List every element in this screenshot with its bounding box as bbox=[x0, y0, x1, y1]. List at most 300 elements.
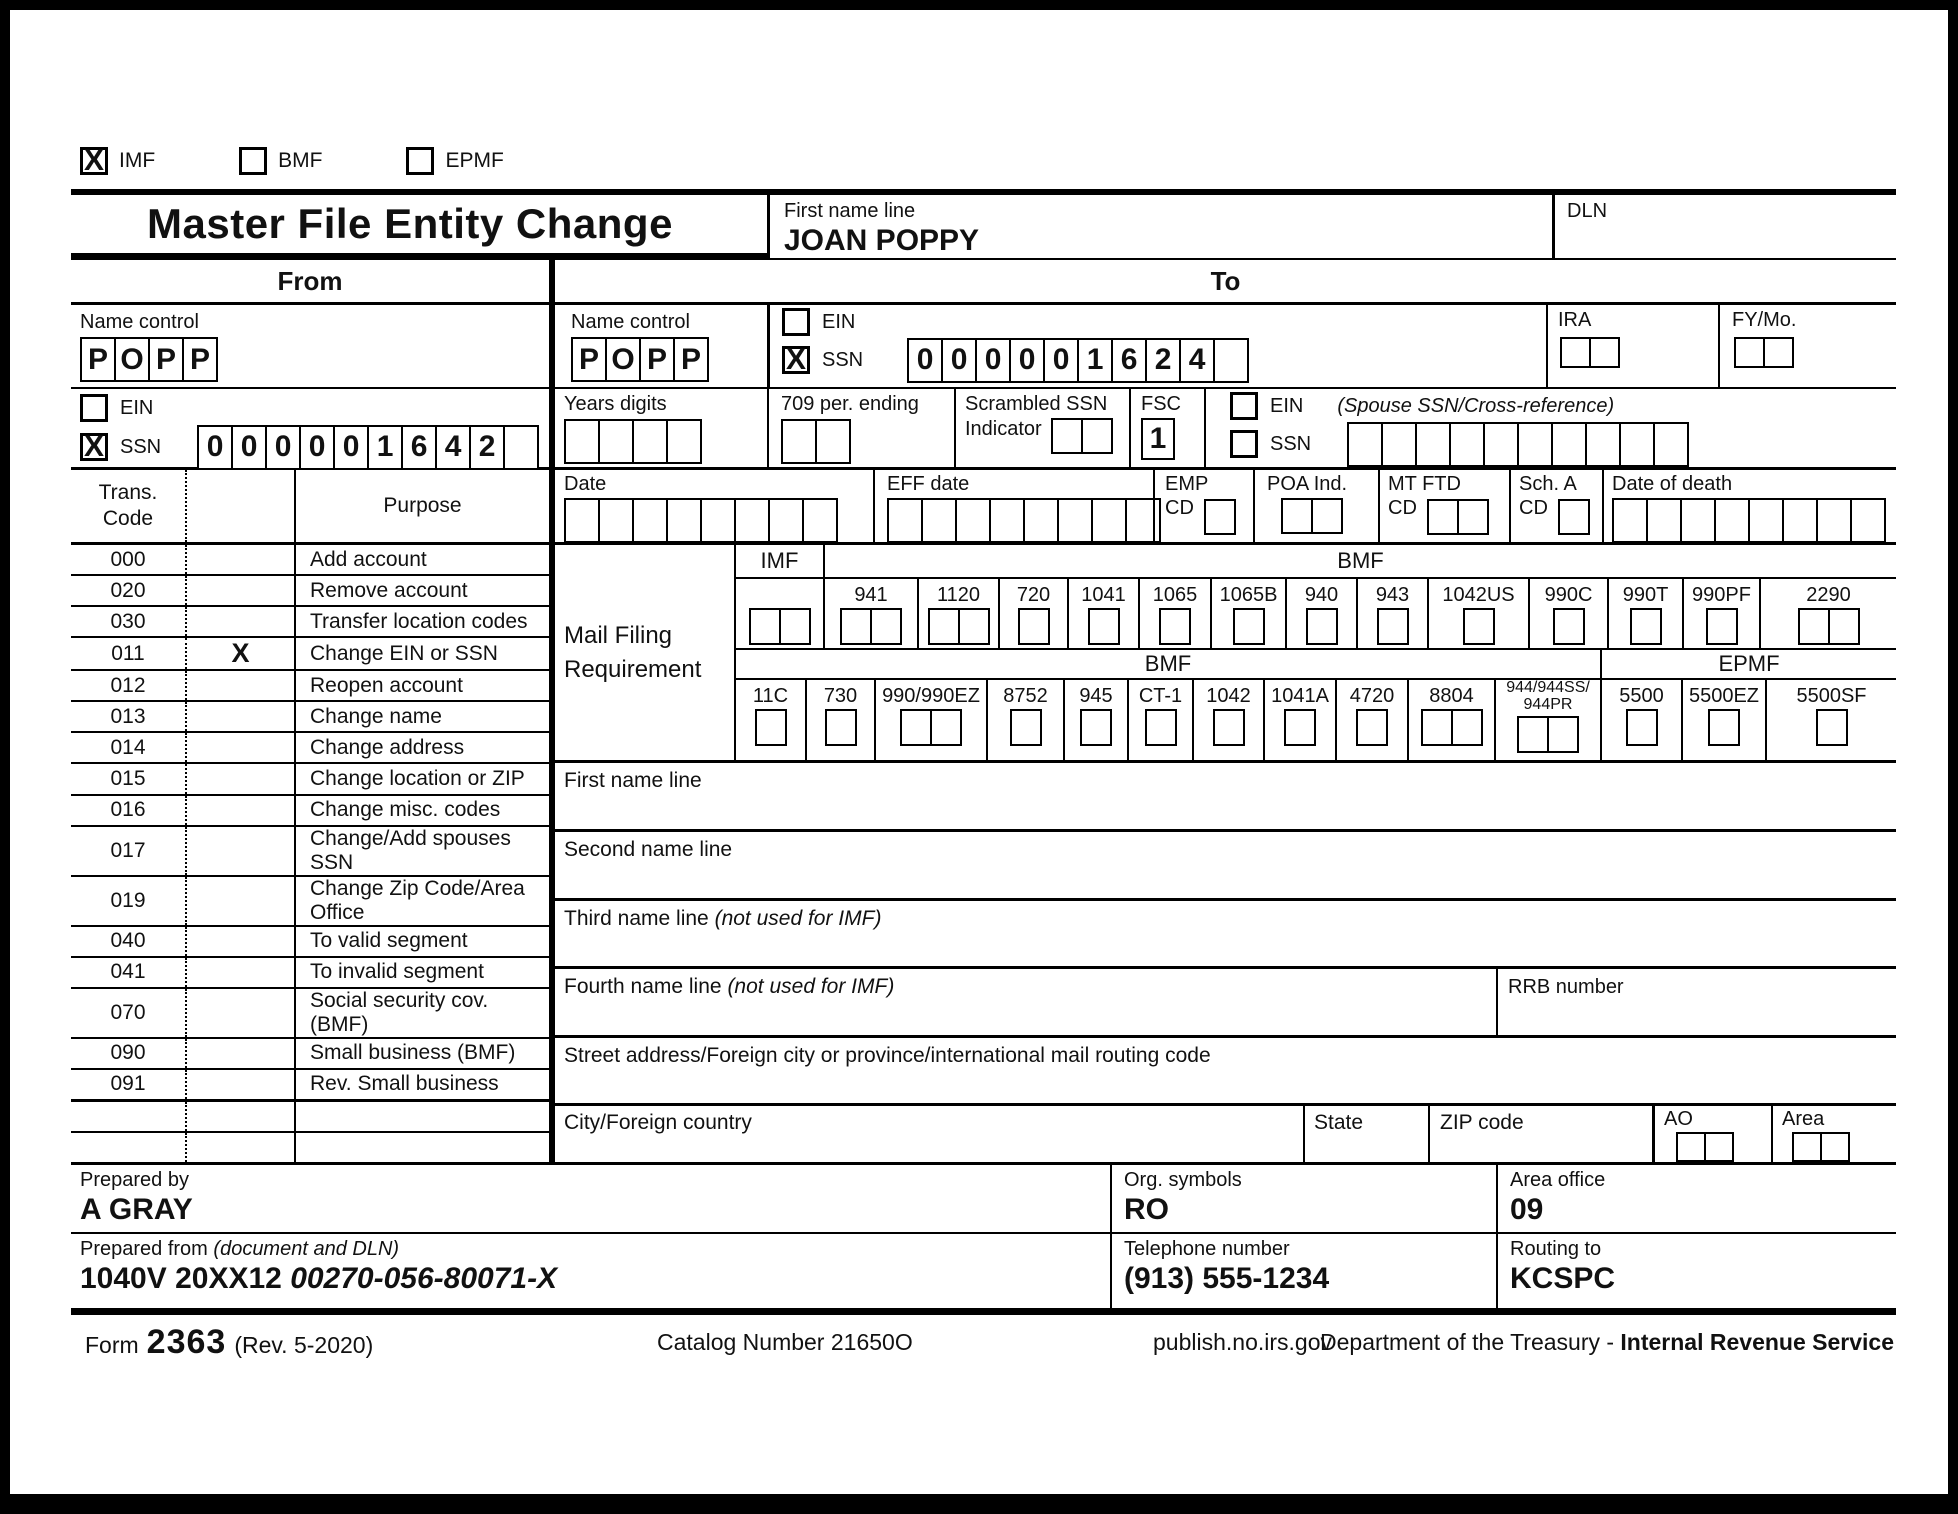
fourth-name-line-row bbox=[555, 969, 1896, 1038]
from-name-control-boxes bbox=[80, 337, 218, 382]
mail-filing-box[interactable] bbox=[958, 608, 990, 645]
entry-box[interactable] bbox=[1734, 337, 1765, 368]
mfr-band2-header bbox=[736, 650, 1896, 681]
ssn-digit-box[interactable] bbox=[503, 425, 539, 470]
mail-filing-boxes[interactable] bbox=[1306, 608, 1338, 645]
entry-box[interactable] bbox=[1585, 422, 1621, 467]
mail-filing-box[interactable] bbox=[870, 608, 902, 645]
trans-check-cell[interactable] bbox=[187, 877, 296, 925]
entry-box[interactable] bbox=[1483, 422, 1519, 467]
scrambled-ssn-label: Scrambled SSN bbox=[965, 393, 1108, 415]
trans-purpose-cell: Rev. Small business bbox=[310, 1072, 499, 1096]
poa-ind-cell bbox=[1253, 470, 1378, 542]
entry-box[interactable] bbox=[1680, 498, 1716, 543]
mail-filing-box[interactable] bbox=[825, 709, 857, 746]
mail-filing-box[interactable] bbox=[1018, 608, 1050, 645]
entry-box[interactable] bbox=[1816, 498, 1852, 543]
mail-filing-box[interactable] bbox=[1547, 716, 1579, 753]
trans-code-cell: 030 bbox=[71, 607, 187, 636]
mail-filing-boxes[interactable] bbox=[1088, 608, 1120, 645]
entry-box[interactable] bbox=[768, 498, 804, 543]
entry-box[interactable] bbox=[564, 419, 600, 464]
mail-filing-box[interactable] bbox=[1159, 608, 1191, 645]
entry-box[interactable] bbox=[632, 498, 668, 543]
trans-purpose-cell bbox=[296, 1102, 549, 1131]
entry-box[interactable] bbox=[1415, 422, 1451, 467]
ssn-digit-box[interactable]: 4 bbox=[435, 425, 471, 470]
mail-filing-form-number: 1041A bbox=[1271, 685, 1329, 708]
mail-filing-boxes[interactable] bbox=[1421, 709, 1483, 746]
entry-box[interactable] bbox=[1023, 498, 1059, 543]
mail-filing-boxes[interactable] bbox=[1553, 608, 1585, 645]
file-type-checkbox[interactable] bbox=[406, 147, 434, 175]
mail-filing-box[interactable] bbox=[1145, 709, 1177, 746]
scrambled-ssn-cell bbox=[954, 389, 1129, 467]
routing-to-label: Routing to bbox=[1510, 1238, 1602, 1260]
entry-box[interactable] bbox=[1381, 422, 1417, 467]
trans-check-cell[interactable]: X bbox=[187, 638, 296, 669]
street-address-field[interactable] bbox=[555, 1038, 1896, 1106]
fsc-box[interactable]: 1 bbox=[1141, 418, 1175, 460]
entry-box[interactable] bbox=[1281, 498, 1313, 534]
entry-box[interactable] bbox=[1311, 498, 1343, 534]
entry-box[interactable] bbox=[802, 498, 838, 543]
entry-box[interactable] bbox=[1091, 498, 1127, 543]
mail-filing-box[interactable] bbox=[1306, 608, 1338, 645]
emp-cd-box[interactable] bbox=[1204, 499, 1236, 535]
entry-box[interactable] bbox=[632, 419, 668, 464]
name-control-box[interactable]: P bbox=[571, 337, 607, 382]
mail-filing-form-number: 1042US bbox=[1442, 583, 1515, 606]
trans-code-cell bbox=[71, 1102, 187, 1131]
trans-code-cell: 000 bbox=[71, 545, 187, 574]
entry-box[interactable] bbox=[1204, 499, 1236, 535]
mail-filing-column bbox=[998, 579, 1067, 648]
trans-check-cell[interactable] bbox=[187, 607, 296, 636]
mail-filing-form-number: 990PF bbox=[1692, 583, 1751, 606]
fy-mo-boxes[interactable] bbox=[1734, 337, 1794, 368]
mail-filing-boxes[interactable] bbox=[1284, 709, 1316, 746]
from-ein-checkbox[interactable] bbox=[80, 394, 108, 422]
entry-box[interactable] bbox=[887, 498, 923, 543]
entry-box[interactable] bbox=[1792, 1132, 1822, 1162]
ssn-digit-box[interactable]: 0 bbox=[975, 338, 1011, 383]
mail-filing-box[interactable] bbox=[1630, 608, 1662, 645]
area-office-value[interactable]: 09 bbox=[1510, 1193, 1544, 1226]
poa-ind-label: POA Ind. bbox=[1267, 473, 1348, 495]
mail-filing-boxes[interactable] bbox=[1626, 709, 1658, 746]
trans-row bbox=[71, 576, 549, 607]
mt-ftd-label: MT FTD bbox=[1388, 473, 1461, 495]
mail-filing-column bbox=[874, 680, 986, 760]
mail-filing-box[interactable] bbox=[1463, 608, 1495, 645]
bmf-header: BMF bbox=[823, 545, 1896, 577]
org-symbols-value[interactable]: RO bbox=[1124, 1193, 1169, 1226]
mfr-band1-columns bbox=[736, 579, 1896, 650]
from-header: From bbox=[71, 260, 555, 302]
per-709-boxes[interactable] bbox=[781, 419, 851, 464]
mail-filing-box[interactable] bbox=[900, 709, 932, 746]
entry-box[interactable] bbox=[1820, 1132, 1850, 1162]
mail-filing-form-number: 1042 bbox=[1206, 685, 1251, 708]
rrb-number-field[interactable] bbox=[1496, 969, 1896, 1035]
date-of-death-cell bbox=[1602, 470, 1896, 542]
mail-filing-boxes[interactable] bbox=[840, 608, 902, 645]
mail-filing-column bbox=[1494, 680, 1600, 760]
trans-purpose-cell: Change name bbox=[310, 704, 442, 728]
trans-code-cell: 040 bbox=[71, 927, 187, 956]
file-type-option bbox=[80, 147, 155, 175]
entry-box[interactable] bbox=[1714, 498, 1750, 543]
entry-box[interactable] bbox=[921, 498, 957, 543]
mail-filing-form-number: 990C bbox=[1544, 583, 1593, 606]
trans-check-cell[interactable] bbox=[187, 764, 296, 793]
org-symbols-cell bbox=[1110, 1165, 1496, 1232]
mail-filing-box[interactable] bbox=[1356, 709, 1388, 746]
trans-check-cell[interactable] bbox=[187, 1070, 296, 1099]
entry-box[interactable] bbox=[1558, 499, 1590, 535]
name-control-box[interactable]: P bbox=[182, 337, 218, 382]
entry-box[interactable] bbox=[1763, 337, 1794, 368]
trans-table bbox=[71, 545, 549, 1162]
entry-box[interactable] bbox=[1646, 498, 1682, 543]
mail-filing-box[interactable] bbox=[1233, 608, 1265, 645]
mail-filing-form-number: 1041 bbox=[1081, 583, 1126, 606]
mail-filing-box[interactable] bbox=[779, 608, 811, 645]
trans-check-cell[interactable] bbox=[187, 827, 296, 875]
to-header: To bbox=[1210, 265, 1241, 296]
entry-box[interactable] bbox=[815, 419, 851, 464]
mail-filing-form-number: 4720 bbox=[1349, 685, 1395, 708]
mail-filing-column bbox=[1063, 680, 1127, 760]
prepared-from-dln: 00270-056-80071-X bbox=[290, 1262, 558, 1295]
fourth-name-line-label: Fourth name line bbox=[564, 975, 722, 998]
mail-filing-form-number: 8804 bbox=[1429, 685, 1474, 708]
mail-filing-box[interactable] bbox=[1798, 608, 1830, 645]
mail-filing-box[interactable] bbox=[749, 608, 781, 645]
per-709-cell bbox=[767, 389, 954, 467]
years-digits-boxes[interactable] bbox=[564, 419, 702, 464]
mail-filing-box[interactable] bbox=[755, 709, 787, 746]
entry-box[interactable] bbox=[598, 419, 634, 464]
to-ein-checkbox[interactable] bbox=[782, 308, 810, 336]
mail-filing-boxes[interactable] bbox=[1010, 709, 1042, 746]
file-type-label: EPMF bbox=[445, 149, 504, 172]
trans-purpose-cell: Change misc. codes bbox=[310, 798, 501, 822]
name-control-box[interactable]: O bbox=[605, 337, 641, 382]
fy-mo-cell bbox=[1718, 305, 1896, 387]
mail-filing-box[interactable] bbox=[930, 709, 962, 746]
trans-code-cell: 019 bbox=[71, 877, 187, 925]
trans-check-cell[interactable] bbox=[187, 1039, 296, 1068]
mail-filing-boxes[interactable] bbox=[1018, 608, 1050, 645]
from-ssn-checkbox[interactable] bbox=[80, 433, 108, 461]
trans-row bbox=[71, 671, 549, 702]
ssn-digit-box[interactable]: 2 bbox=[469, 425, 505, 470]
from-column bbox=[71, 305, 555, 1162]
trans-check-cell[interactable] bbox=[187, 545, 296, 574]
entry-box[interactable] bbox=[1850, 498, 1886, 543]
to-name-control bbox=[555, 305, 767, 387]
spouse-ein-label: EIN bbox=[1270, 394, 1304, 417]
entry-box[interactable] bbox=[598, 498, 634, 543]
ssn-digit-box[interactable]: 6 bbox=[1111, 338, 1147, 383]
trans-purpose-cell: Change EIN or SSN bbox=[310, 641, 498, 665]
mail-filing-boxes[interactable] bbox=[1798, 608, 1860, 645]
prepared-by-cell bbox=[71, 1165, 1110, 1232]
ao-cell bbox=[1652, 1106, 1771, 1162]
trans-purpose-cell: To invalid segment bbox=[310, 960, 484, 984]
entry-box[interactable] bbox=[1782, 498, 1818, 543]
trans-check-cell[interactable] bbox=[187, 576, 296, 605]
ssn-digit-box[interactable]: 0 bbox=[197, 425, 233, 470]
trans-purpose-cell: Reopen account bbox=[310, 673, 463, 697]
form-number: 2363 bbox=[146, 1323, 227, 1361]
ira-boxes[interactable] bbox=[1560, 337, 1620, 368]
spouse-ein-checkbox[interactable] bbox=[1230, 392, 1258, 420]
entry-box[interactable] bbox=[666, 419, 702, 464]
mail-filing-boxes[interactable] bbox=[749, 608, 811, 645]
ssn-digit-box[interactable]: 0 bbox=[941, 338, 977, 383]
trans-check-cell[interactable] bbox=[187, 1133, 296, 1162]
to-ssn-checkbox[interactable] bbox=[782, 346, 810, 374]
ssn-digit-box[interactable]: 0 bbox=[907, 338, 943, 383]
trans-check-cell[interactable] bbox=[187, 733, 296, 762]
title-band bbox=[71, 189, 1896, 260]
ssn-digit-box[interactable]: 2 bbox=[1145, 338, 1181, 383]
entry-box[interactable] bbox=[1676, 1132, 1706, 1162]
trans-check-cell[interactable] bbox=[187, 989, 296, 1037]
name-control-box[interactable]: P bbox=[639, 337, 675, 382]
prepared-by-value[interactable]: A GRAY bbox=[80, 1193, 193, 1226]
fourth-name-line-field[interactable] bbox=[555, 969, 1496, 1035]
preparer-block bbox=[71, 1162, 1896, 1308]
entry-box[interactable] bbox=[734, 498, 770, 543]
mail-filing-box[interactable] bbox=[928, 608, 960, 645]
ssn-digit-box[interactable] bbox=[1213, 338, 1249, 383]
ira-label: IRA bbox=[1558, 309, 1592, 331]
entry-box[interactable] bbox=[666, 498, 702, 543]
entry-box[interactable] bbox=[1748, 498, 1784, 543]
mail-filing-boxes[interactable] bbox=[1377, 608, 1409, 645]
trans-check-cell[interactable] bbox=[187, 958, 296, 987]
ssn-digit-box[interactable]: 0 bbox=[299, 425, 335, 470]
mail-filing-column bbox=[1607, 579, 1682, 648]
entry-box[interactable] bbox=[1619, 422, 1655, 467]
eff-date-boxes[interactable] bbox=[887, 498, 1161, 543]
mail-filing-boxes[interactable] bbox=[1706, 608, 1738, 645]
ssn-digit-box[interactable]: 0 bbox=[231, 425, 267, 470]
entry-box[interactable] bbox=[1081, 418, 1113, 454]
from-ssn-label: SSN bbox=[120, 435, 162, 458]
second-name-line-label: Second name line bbox=[564, 838, 733, 861]
mail-filing-boxes[interactable] bbox=[1213, 709, 1245, 746]
mail-filing-box[interactable] bbox=[1088, 608, 1120, 645]
trans-row bbox=[71, 702, 549, 733]
telephone-value[interactable]: (913) 555-1234 bbox=[1124, 1262, 1330, 1295]
ssn-digit-box[interactable]: 0 bbox=[333, 425, 369, 470]
ssn-digit-box[interactable]: 0 bbox=[265, 425, 301, 470]
spouse-ssn-checkbox[interactable] bbox=[1230, 430, 1258, 458]
city-state-zip-row bbox=[555, 1106, 1896, 1162]
entry-box[interactable] bbox=[1051, 418, 1083, 454]
mail-filing-form-number: CT-1 bbox=[1138, 685, 1183, 708]
entry-box[interactable] bbox=[1653, 422, 1689, 467]
date-boxes[interactable] bbox=[564, 498, 838, 543]
trans-check-cell[interactable] bbox=[187, 796, 296, 825]
first-name-line-field[interactable] bbox=[555, 763, 1896, 832]
entry-box[interactable] bbox=[1704, 1132, 1734, 1162]
ssn-digit-box[interactable]: 6 bbox=[401, 425, 437, 470]
from-to-header bbox=[71, 260, 1896, 305]
entry-box[interactable] bbox=[1347, 422, 1383, 467]
mail-filing-box[interactable] bbox=[1213, 709, 1245, 746]
mail-filing-boxes[interactable] bbox=[1233, 608, 1265, 645]
ssn-digit-box[interactable]: 0 bbox=[1009, 338, 1045, 383]
mail-filing-column bbox=[1263, 680, 1335, 760]
date-of-death-boxes[interactable] bbox=[1612, 498, 1886, 543]
to-name-control-boxes bbox=[571, 337, 709, 382]
entry-box[interactable] bbox=[1457, 499, 1489, 535]
mail-filing-boxes[interactable] bbox=[928, 608, 990, 645]
entry-box[interactable] bbox=[1612, 498, 1648, 543]
entry-box[interactable] bbox=[564, 498, 600, 543]
ssn-digit-box[interactable]: 1 bbox=[367, 425, 403, 470]
mail-filing-boxes[interactable] bbox=[1708, 709, 1740, 746]
trans-check-cell[interactable] bbox=[187, 702, 296, 731]
mail-filing-form-number: 990/990EZ bbox=[882, 685, 980, 708]
trans-check-cell[interactable] bbox=[187, 927, 296, 956]
first-name-line-field-label: First name line bbox=[564, 769, 702, 792]
entry-box[interactable] bbox=[1057, 498, 1093, 543]
entry-box[interactable] bbox=[1551, 422, 1587, 467]
mail-filing-box[interactable] bbox=[1626, 709, 1658, 746]
mail-filing-form-number: 5500 bbox=[1619, 685, 1664, 708]
prepared-from-document: 1040V 20XX12 bbox=[80, 1262, 282, 1295]
entry-box[interactable] bbox=[700, 498, 736, 543]
trans-check-cell[interactable] bbox=[187, 1102, 296, 1131]
mail-filing-boxes[interactable] bbox=[900, 709, 962, 746]
spouse-ssn-label: SSN bbox=[1270, 432, 1312, 455]
trans-row bbox=[71, 607, 549, 638]
mail-filing-box[interactable] bbox=[1828, 608, 1860, 645]
file-type-checkbox[interactable] bbox=[80, 147, 108, 175]
mail-filing-box[interactable] bbox=[1553, 608, 1585, 645]
mail-filing-column bbox=[1210, 579, 1285, 648]
trans-code-cell: 041 bbox=[71, 958, 187, 987]
mail-filing-box[interactable] bbox=[1377, 608, 1409, 645]
trans-row bbox=[71, 958, 549, 989]
publish-site: publish.no.irs.gov bbox=[1153, 1329, 1332, 1355]
mail-filing-form-number: 943 bbox=[1375, 583, 1410, 606]
entry-box[interactable] bbox=[955, 498, 991, 543]
trans-row bbox=[71, 733, 549, 764]
trans-row bbox=[71, 545, 549, 576]
name-control-box[interactable]: P bbox=[148, 337, 184, 382]
mail-filing-column bbox=[1682, 579, 1759, 648]
trans-purpose-header: Purpose bbox=[383, 494, 462, 517]
mail-filing-boxes[interactable] bbox=[1080, 709, 1112, 746]
mail-filing-box[interactable] bbox=[1517, 716, 1549, 753]
mail-filing-boxes[interactable] bbox=[1630, 608, 1662, 645]
third-name-line-field[interactable] bbox=[555, 901, 1896, 969]
entry-box[interactable] bbox=[1589, 337, 1620, 368]
mail-filing-boxes[interactable] bbox=[1517, 716, 1579, 753]
scrambled-ssn-boxes[interactable] bbox=[1051, 418, 1113, 454]
prepared-from-value[interactable] bbox=[80, 1262, 1110, 1296]
name-control-box[interactable]: P bbox=[80, 337, 116, 382]
entry-box[interactable] bbox=[781, 419, 817, 464]
mail-filing-boxes[interactable] bbox=[1145, 709, 1177, 746]
ssn-digit-box[interactable]: 4 bbox=[1179, 338, 1215, 383]
date-label: Date bbox=[564, 473, 607, 495]
file-type-checkbox[interactable] bbox=[239, 147, 267, 175]
mail-filing-boxes[interactable] bbox=[1356, 709, 1388, 746]
mail-filing-box[interactable] bbox=[1284, 709, 1316, 746]
second-name-line-field[interactable] bbox=[555, 832, 1896, 901]
entry-box[interactable] bbox=[1517, 422, 1553, 467]
mail-filing-box[interactable] bbox=[840, 608, 872, 645]
mail-filing-box[interactable] bbox=[1706, 608, 1738, 645]
mt-ftd-boxes[interactable] bbox=[1427, 499, 1489, 535]
state-field[interactable] bbox=[1303, 1106, 1428, 1162]
mail-filing-boxes[interactable] bbox=[825, 709, 857, 746]
entry-box[interactable] bbox=[989, 498, 1025, 543]
trans-code-cell: 070 bbox=[71, 989, 187, 1037]
poa-ind-boxes[interactable] bbox=[1281, 498, 1343, 534]
mail-filing-boxes[interactable] bbox=[1159, 608, 1191, 645]
trans-row bbox=[71, 1039, 549, 1070]
name-control-box[interactable]: P bbox=[673, 337, 709, 382]
sch-a-box[interactable] bbox=[1558, 499, 1590, 535]
entry-box[interactable] bbox=[1449, 422, 1485, 467]
mt-ftd-cell bbox=[1378, 470, 1509, 542]
spouse-ssn-boxes[interactable] bbox=[1347, 422, 1689, 467]
mail-filing-boxes[interactable] bbox=[1816, 709, 1848, 746]
prepared-by-label: Prepared by bbox=[80, 1169, 189, 1191]
ssn-digit-box[interactable]: 0 bbox=[1043, 338, 1079, 383]
file-type-option bbox=[406, 147, 503, 175]
routing-to-value[interactable]: KCSPC bbox=[1510, 1262, 1616, 1295]
area-boxes[interactable] bbox=[1792, 1132, 1850, 1162]
trans-check-cell[interactable] bbox=[187, 671, 296, 700]
entry-box[interactable] bbox=[1560, 337, 1591, 368]
file-type-label: BMF bbox=[278, 149, 323, 172]
first-name-line-value[interactable]: JOAN POPPY bbox=[784, 224, 980, 257]
indicator-label: Indicator bbox=[965, 418, 1042, 440]
first-name-line-cell[interactable] bbox=[767, 195, 1552, 260]
mail-filing-box[interactable] bbox=[1451, 709, 1483, 746]
mail-filing-box[interactable] bbox=[1421, 709, 1453, 746]
mail-filing-box[interactable] bbox=[1816, 709, 1848, 746]
zip-code-field[interactable] bbox=[1428, 1106, 1652, 1162]
mail-filing-box[interactable] bbox=[1010, 709, 1042, 746]
trans-row bbox=[71, 1070, 549, 1102]
mail-filing-box[interactable] bbox=[1080, 709, 1112, 746]
dln-cell[interactable] bbox=[1552, 195, 1896, 260]
trans-purpose-cell: To valid segment bbox=[310, 929, 468, 953]
to-ssn-boxes bbox=[907, 338, 1249, 383]
ao-boxes[interactable] bbox=[1676, 1132, 1734, 1162]
mail-filing-boxes[interactable] bbox=[1463, 608, 1495, 645]
entry-box[interactable] bbox=[1427, 499, 1459, 535]
trans-row bbox=[71, 877, 549, 927]
ssn-digit-box[interactable]: 1 bbox=[1077, 338, 1113, 383]
mail-filing-box[interactable] bbox=[1708, 709, 1740, 746]
name-control-box[interactable]: O bbox=[114, 337, 150, 382]
city-field[interactable] bbox=[555, 1106, 1303, 1162]
mail-filing-boxes[interactable] bbox=[755, 709, 787, 746]
